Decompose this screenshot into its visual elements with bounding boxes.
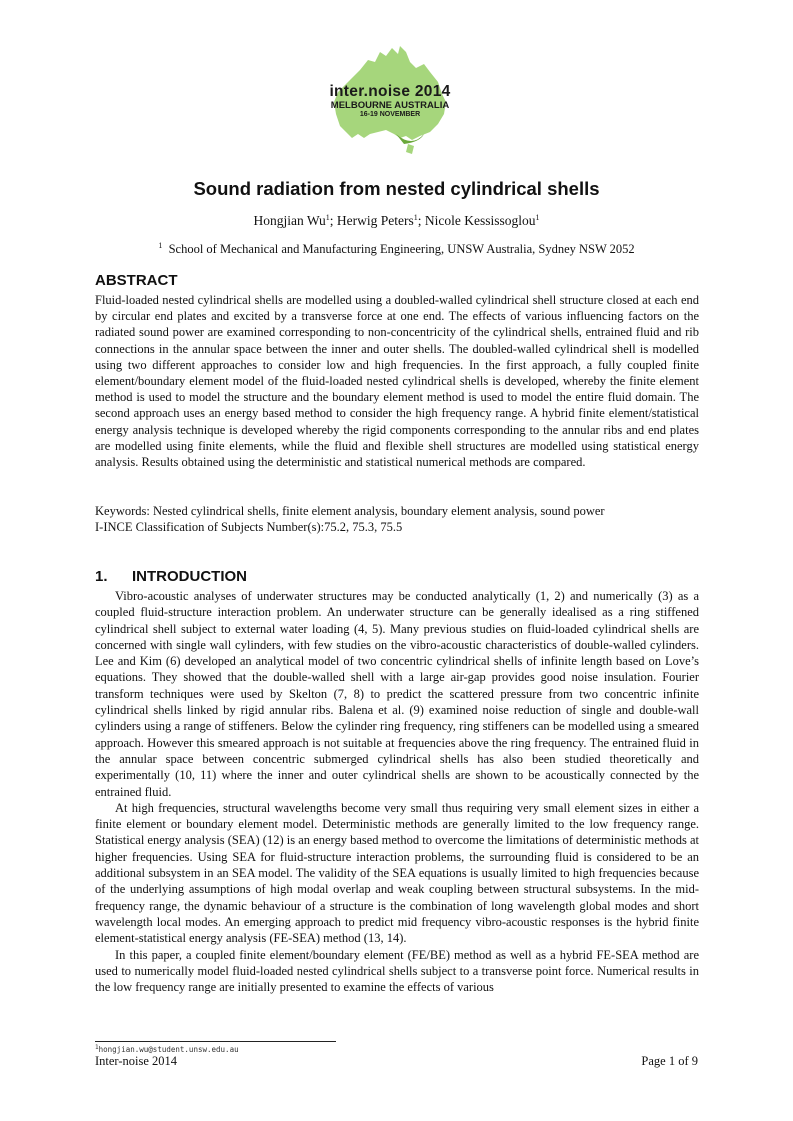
paragraph: At high frequencies, structural wavelengths become very small thus requiring very small element sizes in either a finite element or boundary element model. Deterministic methods are generally limited to the low frequency range. Statistical energy analysis (SEA) (12) is an energy based method to overcome the limitations of deterministic methods at higher frequencies. Using SEA for fluid-structure interaction problems, the surrounding fluid is considered to be an additional subsystem in an SEA model. The validity of the SEA equations is usually limited to high frequencies because of the underlying assumptions of high modal overlap and weak coupling between structural subsystems. In the mid-frequency range, the dynamic behaviour of a structure is the combination of long wavelength global modes and short wavelength local modes. An emerging approach to predict mid frequency vibro-acoustic responses is the hybrid finite element-statistical energy analysis (FE-SEA) method (13, 14).: [95, 800, 699, 946]
footnote: [95, 1045, 239, 1054]
affiliation-mark: 1: [158, 241, 163, 250]
author-affiliation-mark: 1: [535, 213, 540, 222]
ince-classification: I-INCE Classification of Subjects Number(s):75.2, 75.3, 75.5: [95, 520, 403, 534]
paragraph: Vibro-acoustic analyses of underwater structures may be conducted analytically (1, 2) and numerically (3) as a coupled fluid-structure interaction problem. An underwater structure can be generally idealised as a ring stiffened cylindrical shell subject to external water loading (4, 5). Many previous studies on fluid-loaded cylindrical shells are concerned with single wall cylinders, with few studies on the vibro-acoustic characteristics of double-walled cylinders. Lee and Kim (6) developed an analytical model of two concentric cylindrical shells of infinite length based on Love’s equations. They showed that the double-walled shell with a large air-gap provides good noise insulation. Fourier transform techniques were used by Skelton (7, 8) to predict the scattered pressure from two concentric infinite cylindrical shells linked by rigid annular ribs. Balena et al. (9) examined noise reduction of single and double-wall cylinders using a range of stiffeners. Below the cylinder ring frequency, ring stiffeners can be modelled using a smeared approach. However this smeared approach is not suitable at frequencies above the ring frequency. The entrained fluid in the annular space between concentric submerged cylindrical shells has also been studied theoretically and experimentally (10, 11) where the inner and outer cylindrical shells are shown to be acoustically connected by the entrained fluid.: [95, 589, 699, 799]
author-name: Herwig Peters: [336, 213, 414, 228]
author-affiliation-mark: 1: [325, 213, 330, 222]
abstract-text: Fluid-loaded nested cylindrical shells are modelled using a doubled-walled cylindrical shell structure closed at each end by circular end plates and excited by a transverse force at one end. The effects of various influencing factors on the radiated sound power are examined corresponding to non-concentricity of the cylindrical shells, entrained fluid and rib connections in the annular space between the inner and outer shells. The doubled-walled cylindrical shell is modelled using two different approaches to consider low and high frequencies. In the first approach, a fully coupled finite element/boundary element model of the fluid-loaded nested cylindrical shells is developed, whereby the finite element method is used to model the structure and the boundary element method is used to model the entire fluid domain. The second approach uses an energy based method to consider the high frequency range. A hybrid finite element/statistical energy analysis technique is developed whereby the rigid components corresponding to the annular ribs and end plates are modelled using finite elements, while the fluid and flexible shell structures are modelled using statistical energy analysis. Results obtained using the deterministic and statistical numerical methods are compared.: [95, 293, 699, 470]
author-name: Hongjian Wu: [253, 213, 326, 228]
logo-dates: 16-19 NOVEMBER: [359, 111, 421, 118]
author-separator: ;: [417, 213, 425, 228]
logo-location: MELBOURNE AUSTRALIA: [330, 100, 450, 111]
author-separator: ;: [329, 213, 337, 228]
footer-page-number: Page 1 of 9: [641, 1054, 698, 1068]
footnote-email: hongjian.wu@student.unsw.edu.au: [98, 1045, 239, 1054]
paragraph: In this paper, a coupled finite element/boundary element (FE/BE) method as well as a hybrid FE-SEA method are used to numerically model fluid-loaded nested cylindrical shells subject to a transverse point force. Numerical results in the low frequency range are initially presented to examine the effects of various: [95, 947, 699, 995]
footnote-mark: 1: [95, 1044, 99, 1051]
logo-title: inter.noise 2014: [329, 83, 451, 100]
author-affiliation-mark: 1: [413, 213, 418, 222]
footer-conference: Inter-noise 2014: [95, 1054, 178, 1068]
author-list: [0, 213, 793, 229]
keywords: Keywords: Nested cylindrical shells, finite element analysis, boundary element analysis, sound power: [95, 504, 605, 518]
paper-title: Sound radiation from nested cylindrical shells: [193, 178, 600, 199]
affiliation: [0, 242, 793, 257]
abstract-heading: ABSTRACT: [95, 272, 178, 289]
section-number: 1.: [95, 568, 108, 585]
introduction-body: [95, 588, 699, 995]
conference-logo: [320, 42, 460, 162]
footnote-divider: [95, 1041, 336, 1042]
section-title: INTRODUCTION: [132, 568, 247, 585]
author-name: Nicole Kessissoglou: [424, 213, 536, 228]
section-heading-introduction: [95, 568, 247, 585]
affiliation-text: School of Mechanical and Manufacturing Engineering, UNSW Australia, Sydney NSW 2052: [168, 242, 635, 256]
